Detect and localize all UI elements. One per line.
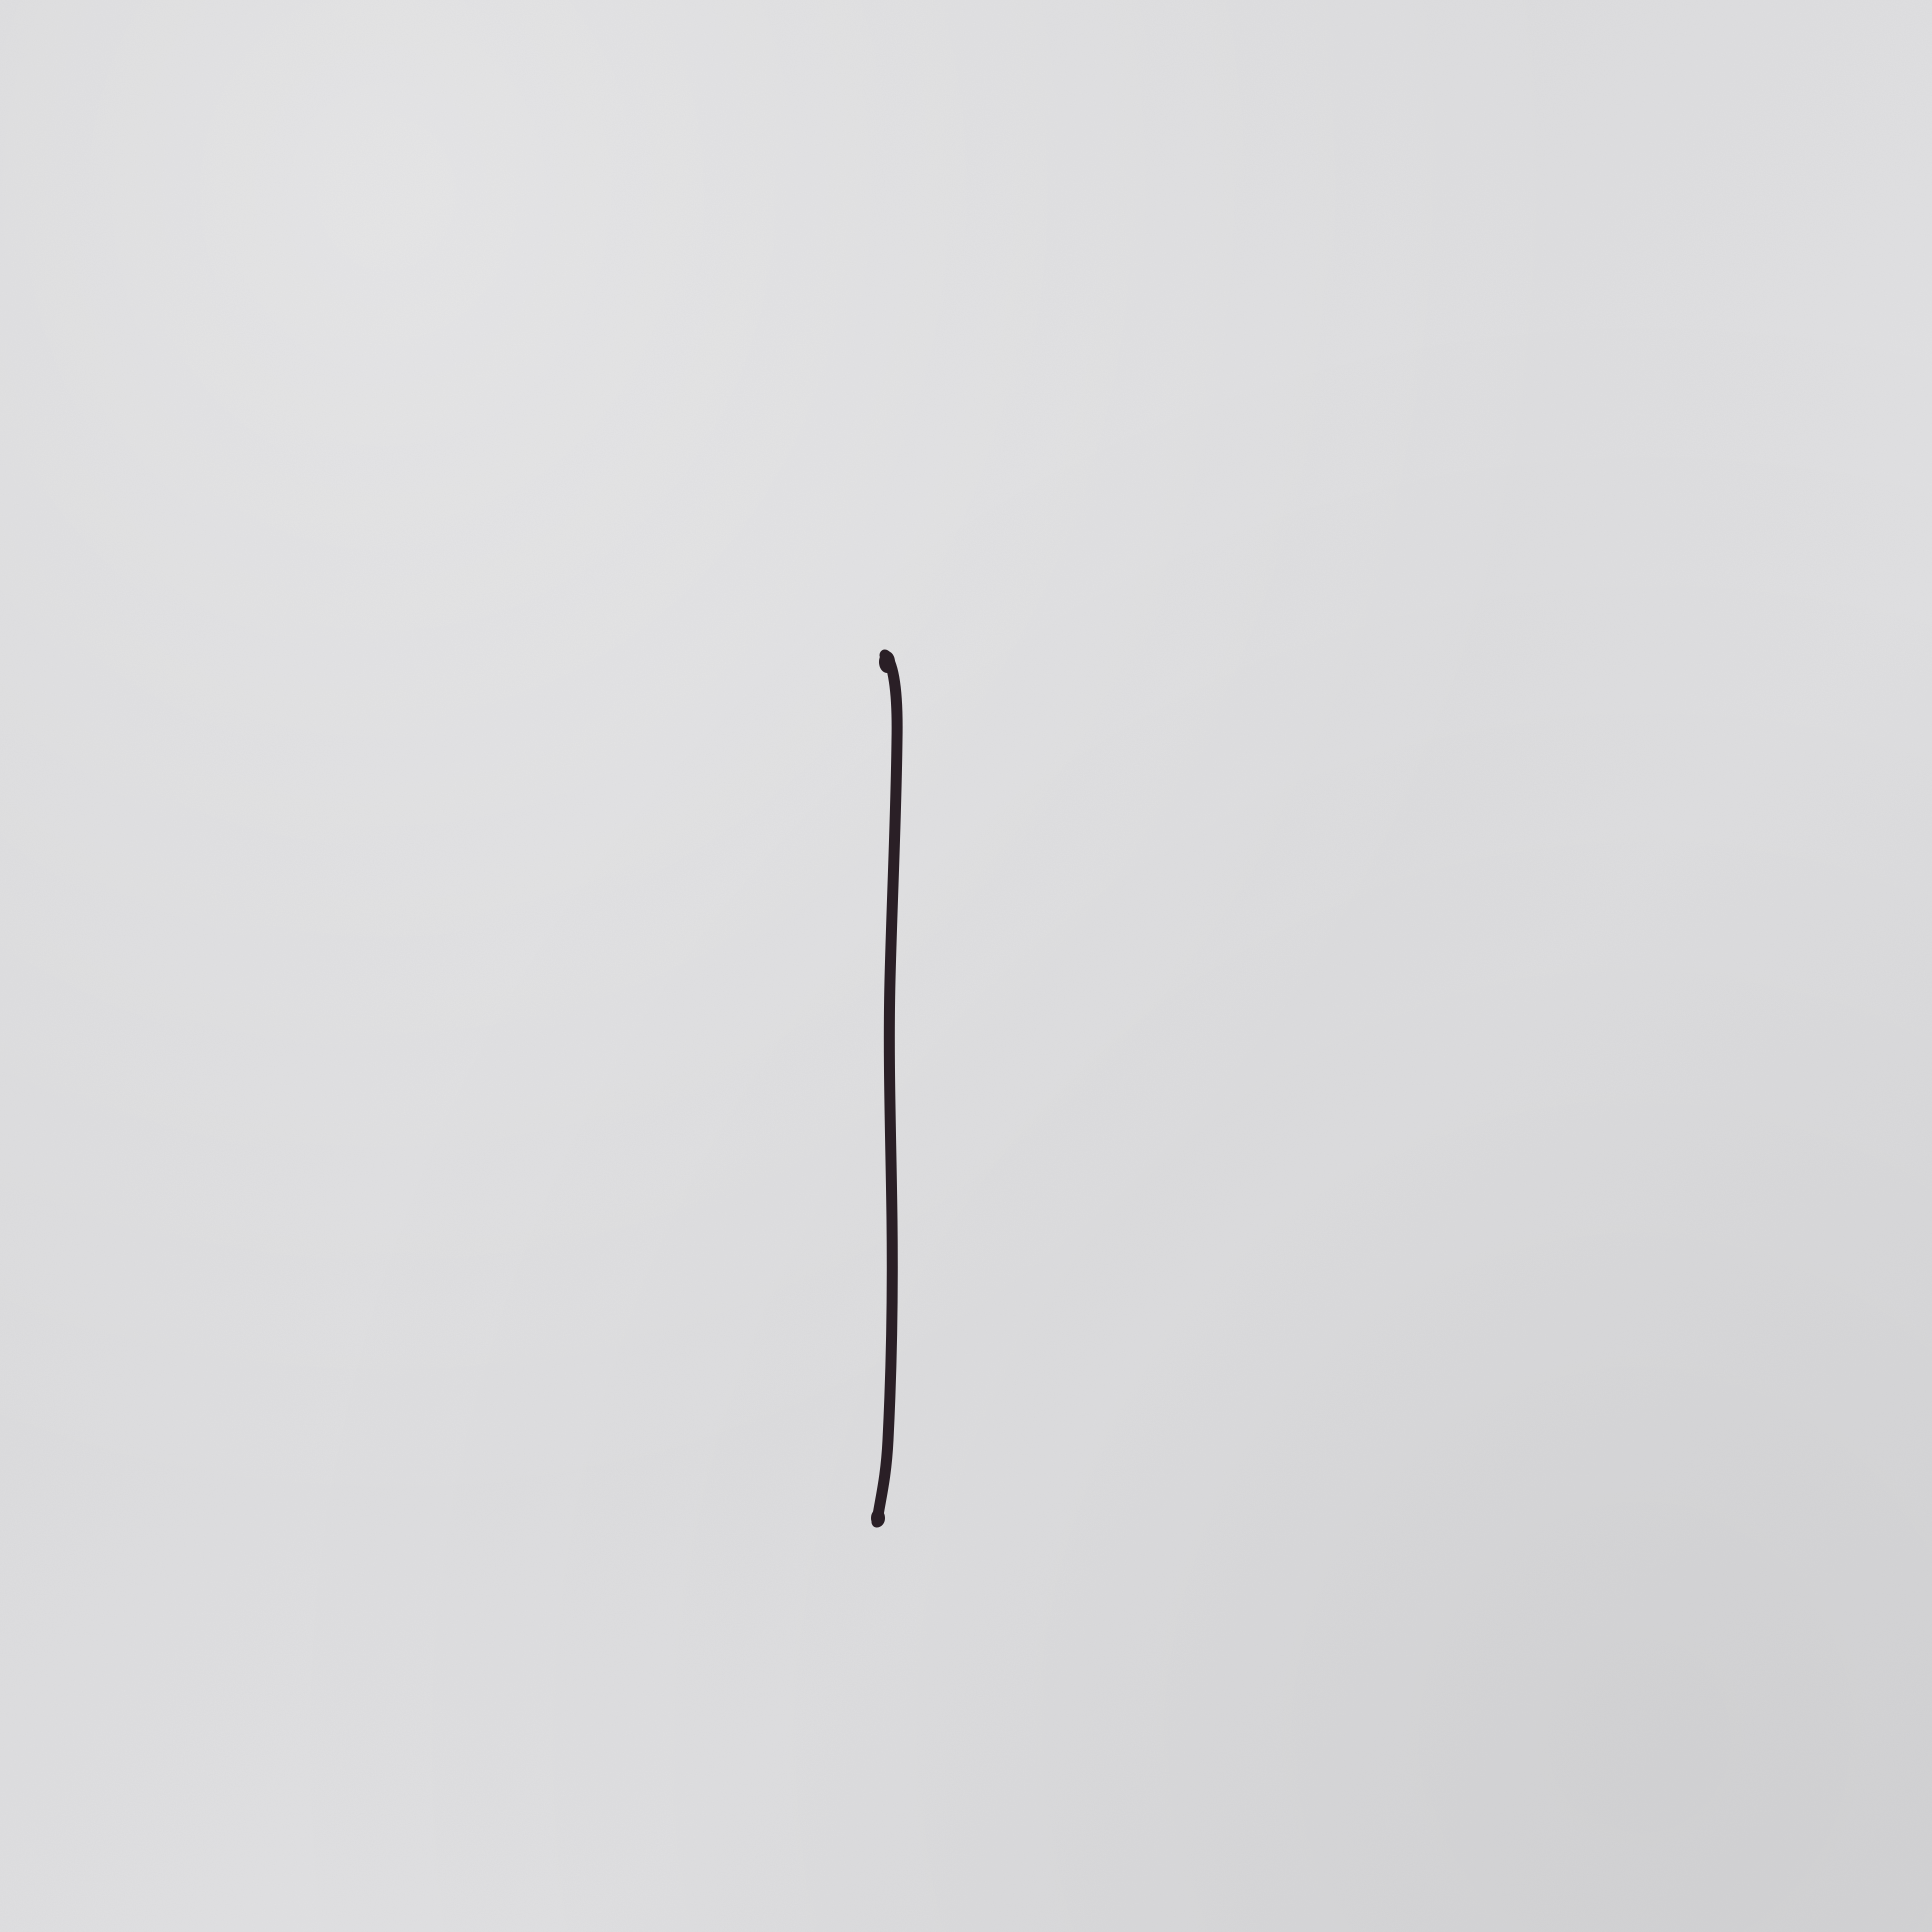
vertical-ink-stroke: [877, 655, 897, 1522]
ink-blob-top: [879, 651, 895, 673]
ink-blob-bottom: [871, 1509, 885, 1527]
